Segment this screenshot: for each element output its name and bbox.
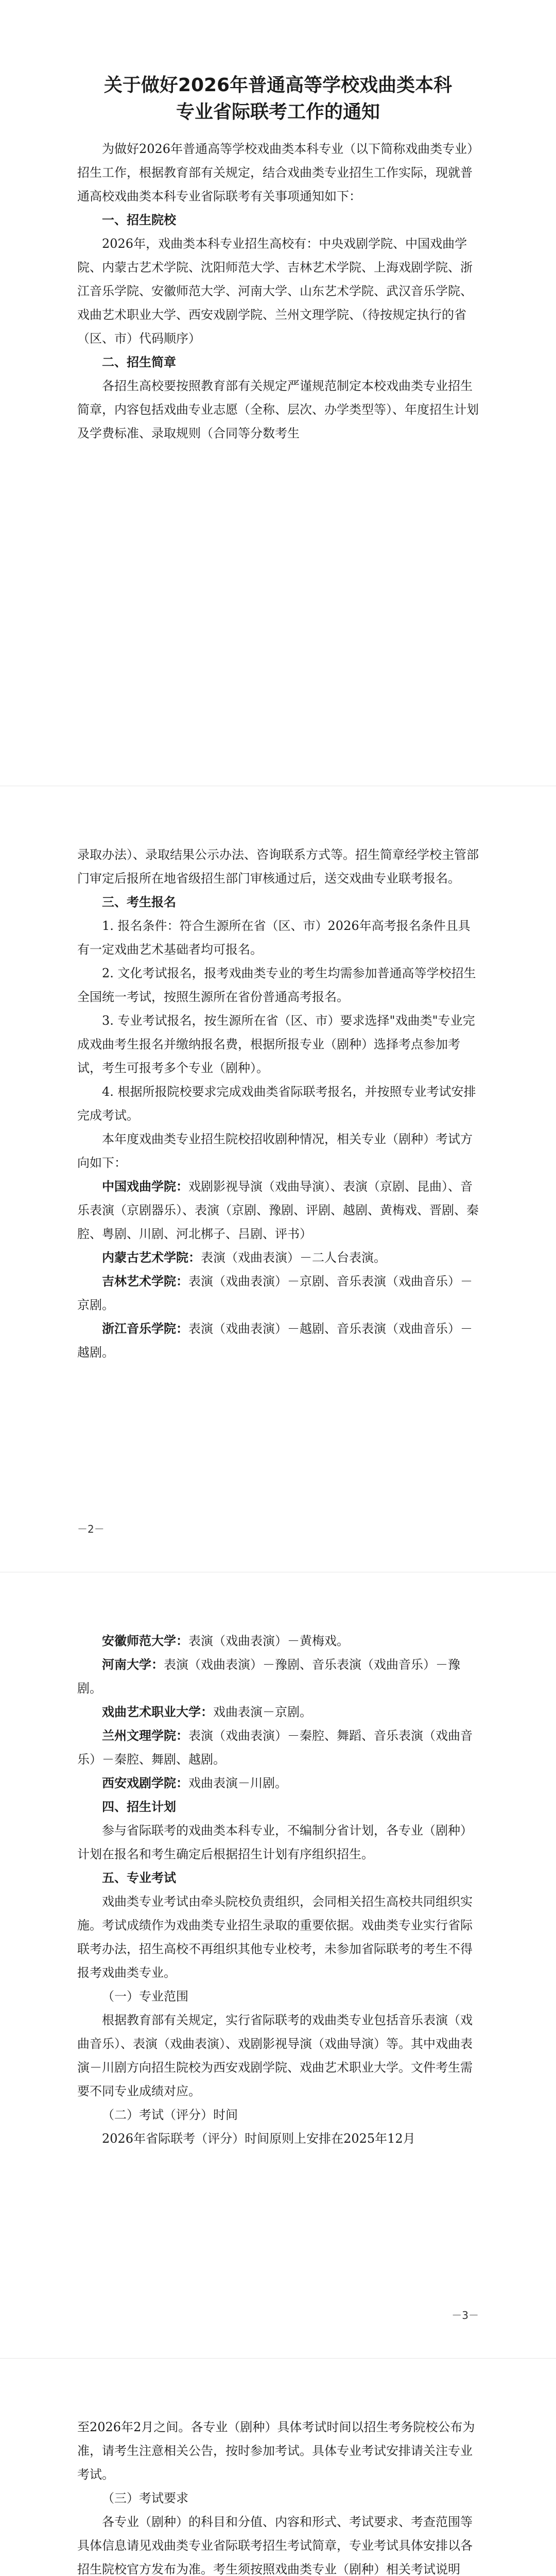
intro-paragraph: 为做好2026年普通高等学校戏曲类本科专业（以下简称戏曲类专业）招生工作，根据教育部有关规定，结合戏曲类专业招生工作实际，现就普通高校戏曲类本科专业省际联考有关事项通知如下： xyxy=(77,142,474,204)
requirements-paragraph: 各专业（剧种）的科目和分值、内容和形式、考试要求、考查范围等具体信息请见戏曲类专业省际联考招生考试简章，专业考试具体安排以各招生院校官方发布为准。考生须按照戏曲类专业（剧种）相关考试说明 xyxy=(77,2515,473,2576)
brochure-continued: 录取办法）、录取结果公示办法、咨询联系方式等。招生简章经学校主管部门审定后报所在地省级招生部门审核通过后，送交戏曲专业联考报名。 xyxy=(77,848,479,886)
plan-paragraph: 参与省际联考的戏曲类本科专业，不编制分省计划，各专业（剧种）计划在报名和考生确定后根据招生计划有序组织招生。 xyxy=(77,1823,473,1861)
title-line-1: 关于做好2026年普通高等学校戏曲类本科 xyxy=(103,75,453,96)
school-majors: 表演（戏曲表演）－二人台表演。 xyxy=(201,1250,386,1265)
school-entry xyxy=(77,1724,479,1771)
school-entry xyxy=(77,1700,479,1724)
school-entry xyxy=(77,1653,479,1700)
school-entry xyxy=(77,1269,479,1317)
registration-item-1: 1. 报名条件：符合生源所在省（区、市）2026年高考报名条件且具有一定戏曲艺术基础者均可报名。 xyxy=(77,919,471,957)
school-name: 内蒙古艺术学院： xyxy=(102,1250,201,1265)
registration-note: 本年度戏曲类专业招生院校招收剧种情况，相关专业（剧种）考试方向如下： xyxy=(77,1132,473,1170)
school-name: 河南大学： xyxy=(102,1657,164,1672)
page-number: －2－ xyxy=(77,1523,105,1535)
title-line-2: 专业省际联考工作的通知 xyxy=(176,101,380,123)
page-3 xyxy=(0,1572,556,2359)
registration-item-4: 4. 根据所报院校要求完成戏曲类省际联考报名，并按照专业考试安排完成考试。 xyxy=(77,1084,476,1123)
heading-exam: 五、专业考试 xyxy=(102,1871,176,1885)
document-title xyxy=(77,72,479,126)
subheading-time: （二）考试（评分）时间 xyxy=(102,2108,238,2122)
school-name: 浙江音乐学院： xyxy=(102,1321,188,1336)
school-majors: 戏剧影视导演（戏曲导演）、表演（京剧、昆曲）、音乐表演（京剧器乐）、表演（京剧、豫剧、评剧、越剧、黄梅戏、晋剧、秦腔、粤剧、川剧、河北梆子、吕剧、评书） xyxy=(77,1179,479,1241)
page-number: －3－ xyxy=(451,2309,479,2321)
school-name: 西安戏剧学院： xyxy=(102,1775,188,1790)
schools-paragraph: 2026年，戏曲类本科专业招生高校有：中央戏剧学院、中国戏曲学院、内蒙古艺术学院、沈阳师范大学、吉林艺术学院、上海戏剧学院、浙江音乐学院、安徽师范大学、河南大学、山东艺术学院、武汉音乐学院、戏曲艺术职业大学、西安戏剧学院、兰州文理学院、（待按规定执行的省（区、市）代码顺序） xyxy=(77,236,473,346)
school-name: 戏曲艺术职业大学： xyxy=(102,1704,213,1719)
exam-intro-paragraph: 戏曲类专业考试由牵头院校负责组织，会同相关招生高校共同组织实施。考试成绩作为戏曲类专业招生录取的重要依据。戏曲类专业实行省际联考办法，招生高校不再组织其他专业校考，未参加省际联考的考生不得报考戏曲类专业。 xyxy=(77,1894,473,1980)
school-name: 安徽师范大学： xyxy=(102,1633,188,1648)
school-majors: 表演（戏曲表演）－京剧、音乐表演（戏曲音乐）－京剧。 xyxy=(77,1274,473,1312)
subheading-range: （一）专业范围 xyxy=(102,1989,188,2004)
school-majors: 戏曲表演－川剧。 xyxy=(188,1776,287,1790)
heading-schools: 一、招生院校 xyxy=(102,213,176,227)
school-name: 兰州文理学院： xyxy=(102,1728,188,1743)
time-paragraph: 2026年省际联考（评分）时间原则上安排在2025年12月 xyxy=(102,2131,415,2146)
school-majors: 戏曲表演－京剧。 xyxy=(213,1705,312,1719)
school-majors: 表演（戏曲表演）－黄梅戏。 xyxy=(188,1634,349,1648)
school-entry xyxy=(77,1629,479,1653)
heading-brochure: 二、招生简章 xyxy=(102,355,176,369)
range-paragraph: 根据教育部有关规定，实行省际联考的戏曲类专业包括音乐表演（戏曲音乐）、表演（戏曲表演）、戏剧影视导演（戏曲导演）等。其中戏曲表演－川剧方向招生院校为西安戏剧学院、戏曲艺术职业大学。文件考生需要不同专业成绩对应。 xyxy=(77,2013,473,2098)
school-entry xyxy=(77,1246,479,1269)
page-1 xyxy=(0,0,556,786)
school-majors: 表演（戏曲表演）－秦腔、舞蹈、音乐表演（戏曲音乐）－秦腔、舞剧、越剧。 xyxy=(77,1728,473,1767)
school-entry xyxy=(77,1771,479,1795)
heading-plan: 四、招生计划 xyxy=(102,1800,176,1814)
subheading-requirements: （三）考试要求 xyxy=(102,2491,188,2505)
brochure-paragraph: 各招生高校要按照教育部有关规定严谨规范制定本校戏曲类专业招生简章，内容包括戏曲专业志愿（全称、层次、办学类型等）、年度招生计划及学费标准、录取规则（合同等分数考生 xyxy=(77,379,479,440)
time-continued: 至2026年2月之间。各专业（剧种）具体考试时间以招生考务院校公布为准，请考生注意相关公告，按时参加考试。具体专业考试安排请关注专业考试。 xyxy=(77,2420,475,2482)
school-name: 中国戏曲学院： xyxy=(102,1179,188,1194)
heading-registration: 三、考生报名 xyxy=(102,895,176,909)
school-majors: 表演（戏曲表演）－越剧、音乐表演（戏曲音乐）－越剧。 xyxy=(77,1321,473,1360)
school-name: 吉林艺术学院： xyxy=(102,1274,188,1289)
page-4 xyxy=(0,2359,556,2576)
registration-item-3: 3. 专业考试报名，按生源所在省（区、市）要求选择"戏曲类"专业完成戏曲考生报名并缴纳报名费，根据所报专业（剧种）选择考点参加考试，考生可报考多个专业（剧种）。 xyxy=(77,1013,475,1075)
registration-item-2: 2. 文化考试报名，报考戏曲类专业的考生均需参加普通高等学校招生全国统一考试，按照生源所在省份普通高考报名。 xyxy=(77,966,476,1004)
school-entry xyxy=(77,1175,479,1246)
page-2 xyxy=(0,786,556,1572)
school-entry xyxy=(77,1317,479,1364)
school-majors: 表演（戏曲表演）－豫剧、音乐表演（戏曲音乐）－豫剧。 xyxy=(77,1657,460,1696)
